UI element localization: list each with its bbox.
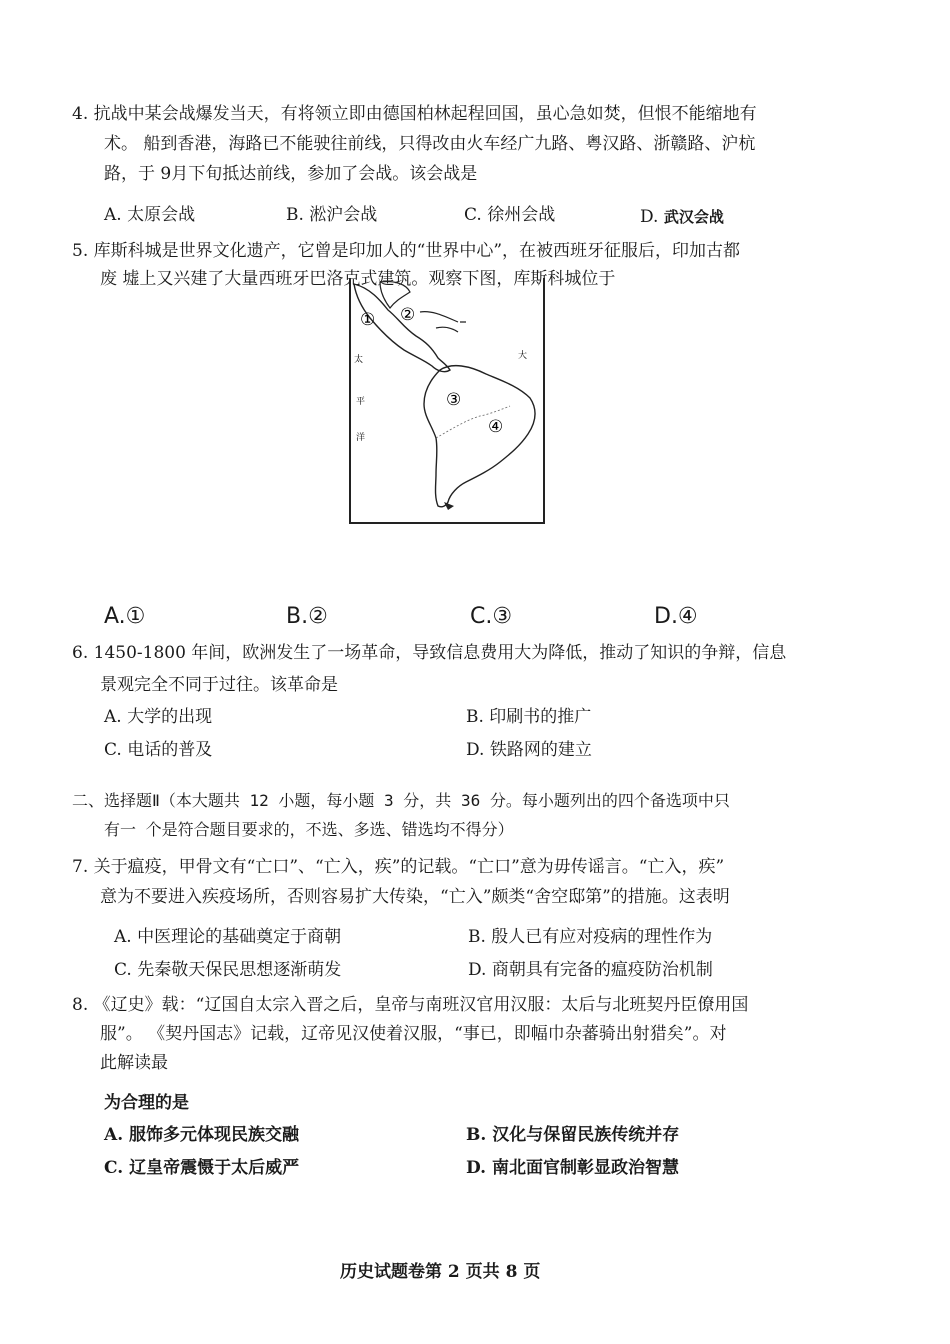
q8-option-d: D. 南北面官制彰显政治智慧 xyxy=(466,1158,679,1178)
q5-option-b: B.② xyxy=(286,604,328,629)
map-label-pacific-mid: 平 xyxy=(356,397,366,407)
q8-stem-line4: 为合理的是 xyxy=(104,1093,189,1113)
q4-option-d-letter: D. xyxy=(640,207,659,227)
q7-stem-line1: 7. 关于瘟疫，甲骨文有“亡口”、“亡入，疾”的记载。“亡口”意为毋传谣言。“亡入，疾” xyxy=(72,857,725,877)
q8-option-c: C. 辽皇帝震慑于太后威严 xyxy=(104,1158,300,1178)
q5-stem-line1: 5. 库斯科城是世界文化遗产，它曾是印加人的“世界中心”，在被西班牙征服后，印加古都 xyxy=(72,241,741,261)
q6-option-c: C. 电话的普及 xyxy=(104,740,213,760)
q7-option-b: B. 殷人已有应对疫病的理性作为 xyxy=(468,927,713,947)
latin-america-map xyxy=(340,270,548,528)
q7-stem-line2: 意为不要进入疾疫场所，否则容易扩大传染，“亡入”颇类“舍空邸第”的措施。这表明 xyxy=(100,887,730,907)
q5-option-c: C.③ xyxy=(470,604,513,629)
q8-option-a: A. 服饰多元体现民族交融 xyxy=(104,1125,300,1145)
page-footer: 历史试题卷第 2 页共 8 页 xyxy=(340,1262,541,1282)
caribbean-islands xyxy=(420,312,466,332)
section2-header-line2: 有一 个是符合题目要求的，不选、多选、错选均不得分） xyxy=(104,820,514,839)
q6-stem-line2: 景观完全不同于过往。该革命是 xyxy=(100,675,338,695)
q4-option-b: B. 淞沪会战 xyxy=(286,205,378,225)
map-marker-2: ② xyxy=(400,305,416,325)
q4-option-a: A. 太原会战 xyxy=(104,205,196,225)
q4-stem-line3: 路，于 9月下旬抵达前线，参加了会战。该会战是 xyxy=(104,164,478,184)
q7-option-d: D. 商朝具有完备的瘟疫防治机制 xyxy=(468,960,713,980)
q8-stem-line1: 8. 《辽史》载：“辽国自太宗入晋之后，皇帝与南班汉官用汉服：太后与北班契丹臣僚用国 xyxy=(72,995,749,1015)
q6-option-d: D. 铁路网的建立 xyxy=(466,740,592,760)
q8-stem-line2: 服”。 《契丹国志》记载，辽帝见汉使着汉服，“事已，即幅巾杂蕃骑出射猎矣”。对 xyxy=(100,1024,727,1044)
q5-option-a: A.① xyxy=(104,604,146,629)
map-marker-1: ① xyxy=(360,310,376,330)
q4-option-d xyxy=(640,209,724,226)
q6-option-b: B. 印刷书的推广 xyxy=(466,707,592,727)
map-label-pacific-low: 洋 xyxy=(356,433,366,443)
map-marker-3: ③ xyxy=(446,390,462,410)
q4-stem-line1: 4. 抗战中某会战爆发当天，有将领立即由德国柏林起程回国，虽心急如焚，但恨不能缩地有 xyxy=(72,104,757,124)
q6-option-a: A. 大学的出现 xyxy=(104,707,213,727)
q6-stem-line1: 6. 1450-1800 年间，欧洲发生了一场革命，导致信息费用大为降低，推动了知识的争辩，信息 xyxy=(72,643,787,663)
q8-stem-line3: 此解读最 xyxy=(100,1053,168,1073)
q8-option-b: B. 汉化与保留民族传统并存 xyxy=(466,1125,680,1145)
south-america-outline xyxy=(424,366,535,507)
map-label-pacific-top: 太 xyxy=(354,355,364,365)
q7-option-a: A. 中医理论的基础奠定于商朝 xyxy=(114,927,342,947)
q5-stem-line2: 废 墟上又兴建了大量西班牙巴洛克式建筑。观察下图，库斯科城位于 xyxy=(100,269,616,289)
q7-option-c: C. 先秦敬天保民思想逐渐萌发 xyxy=(114,960,342,980)
map-marker-4: ④ xyxy=(488,417,504,437)
q4-stem-line2: 术。 船到香港，海路已不能驶往前线，只得改由火车经广九路、粤汉路、浙赣路、沪杭 xyxy=(104,134,756,154)
section2-header-line1: 二、选择题Ⅱ（本大题共 12 小题，每小题 3 分，共 36 分。每小题列出的四个备选项中只 xyxy=(72,791,730,810)
q5-option-d: D.④ xyxy=(654,604,698,629)
q4-option-c: C. 徐州会战 xyxy=(464,205,556,225)
q4-option-d-handwritten: 武汉会战 xyxy=(663,208,724,226)
map-label-atlantic: 大 xyxy=(518,351,528,361)
